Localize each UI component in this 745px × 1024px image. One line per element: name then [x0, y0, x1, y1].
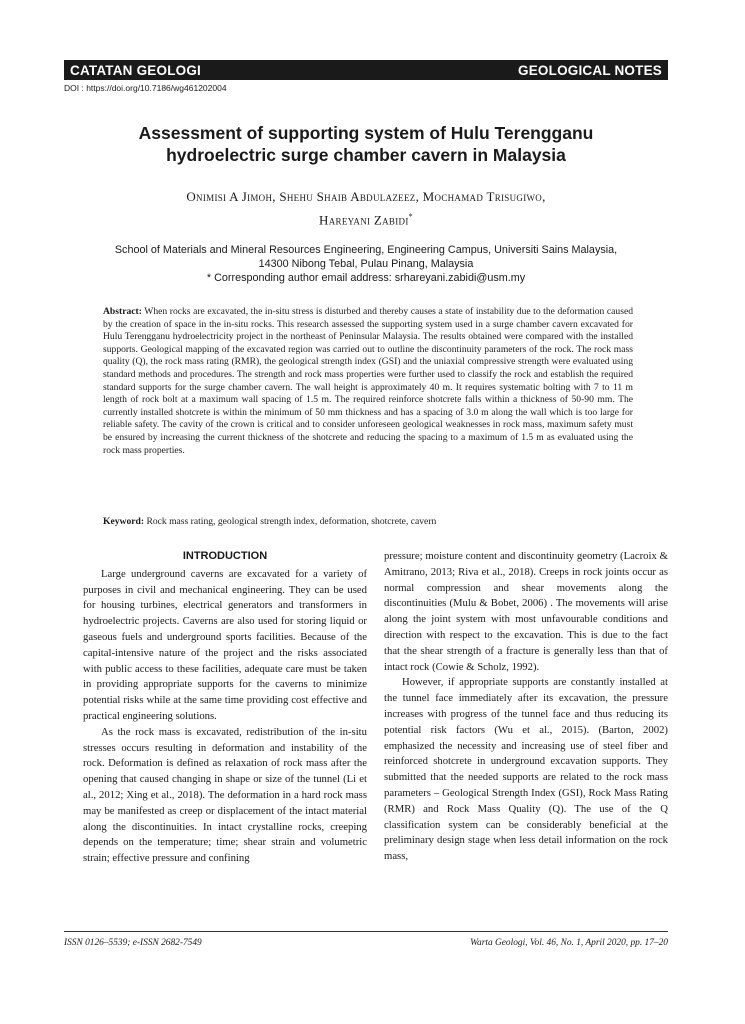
footer-divider [64, 931, 668, 932]
doi-link[interactable]: DOI : https://doi.org/10.7186/wg461202004 [64, 83, 227, 93]
page-footer [64, 938, 668, 948]
title-line-2: hydroelectric surge chamber cavern in Malaysia [166, 145, 566, 165]
affiliation-line-2: 14300 Nibong Tebal, Pulau Pinang, Malaysia [258, 258, 474, 270]
intro-paragraph-3: pressure; moisture content and discontinuity geometry (Lacroix & Amitrano, 2013; Riva et al., 2018). Creeps in rock joints occur as normal compression and shear movements along the discontinuities (Mulu & Bobet, 2006) . The movements will arise along the joint system with most unfavourable conditions and direction with respect to the excavation. This is due to the fact that the shear strength of a fracture is generally less than that of intact rock (Cowie & Scholz, 1992). [384, 550, 668, 673]
title-line-1: Assessment of supporting system of Hulu Terengganu [138, 123, 594, 143]
authors-line-1: Onimisi A Jimoh, Shehu Shaib Abdulazeez, Mochamad Trisugiwo, [186, 189, 546, 204]
banner-right-label: GEOLOGICAL NOTES [518, 62, 662, 78]
introduction-heading: INTRODUCTION [182, 550, 268, 562]
left-column [83, 549, 367, 867]
section-banner [64, 60, 668, 80]
right-column [384, 549, 668, 865]
footer-citation: Warta Geologi, Vol. 46, No. 1, April 2020, pp. 17–20 [470, 938, 668, 948]
keyword-label: Keyword: [103, 516, 145, 527]
keyword-text: Rock mass rating, geological strength index, deformation, shotcrete, cavern [146, 516, 437, 527]
corresponding-mark: * [408, 212, 413, 221]
abstract-label: Abstract: [103, 306, 142, 317]
banner-left-label: CATATAN GEOLOGI [70, 62, 201, 78]
keywords [103, 516, 633, 527]
article-title [64, 122, 668, 166]
affiliation [64, 243, 668, 285]
abstract-text: When rocks are excavated, the in-situ stress is disturbed and thereby causes a state of instability due to the deformation caused by the creation of space in the in-situ rocks. This research assessed the supporting system used in a surge chamber cavern excavated for Hulu Terengganu hydroelectricity project in the northeast of Peninsular Malaysia. The results obtained were compared with the installed supports. Geological mapping of the excavated region was carried out to outline the discontinuity parameters of the rock. The rock mass quality (Q), the rock mass rating (RMR), the geological strength index (GSI) and the uniaxial compressive strength were evaluated using standard methods and procedures. The strength and rock mass properties were further used to classify the rock and establish the required standard supports for the surge chamber cavern. The wall height is approximately 40 m. It requires systematic bolting with 7 to 11 m length of rock bolt at a maximum wall spacing of 1.5 m. The required reinforce shotcrete falls within a thickness of 50-90 mm. The currently installed shotcrete is within the minimum of 50 mm thickness and has a spacing of 3.0 m along the wall which is too large for reliable safety. The cavity of the crown is critical and to consider unforeseen geological weaknesses in rock mass, maximum safety must be ensured by increasing the current thickness of the shotcrete and reducing the spacing to a maximum of 1.5 m as evaluated using the rock mass properties. [103, 306, 633, 456]
author-name-zabidi: Hareyani Zabidi [319, 212, 409, 228]
authors-line-2 [80, 207, 652, 230]
intro-paragraph-4: However, if appropriate supports are constantly installed at the tunnel face immediately after its excavation, the pressure increases with progress of the tunnel face and thus reducing its potential risk factors (Wu et al., 2015). (Barton, 2002) emphasized the necessity and increasing use of steel fiber and reinforced shotcrete in underground excavation supports. They submitted that the needed supports are related to the rock mass parameters – Geological Strength Index (GSI), Rock Mass Rating (RMR) and Rock Mass Quality (Q). The use of the Q classification system can be considerably beneficial at the preliminary design stage when less detail information on the rock mass, [384, 676, 668, 863]
abstract [103, 306, 633, 457]
intro-paragraph-1: Large underground caverns are excavated for a variety of purposes in civil and mechanical engineering. They can be used for housing turbines, electrical generators and transformers in hydroelectric projects. Caverns are also used for storing liquid or gaseous fuels and underground sports facilities. Because of the capital-intensive nature of the project and the risks associated with public access to these facilities, adequate care must be taken in providing appropriate supports for the caverns to minimize potential risks while at the same time providing cost effective and practical engineering solutions. [83, 567, 367, 722]
author-list [80, 187, 652, 230]
corresponding-email[interactable]: * Corresponding author email address: srhareyani.zabidi@usm.my [206, 272, 526, 284]
intro-paragraph-2: As the rock mass is excavated, redistribution of the in-situ stresses occurs resulting in deformation and instability of the rock. Deformation is defined as relaxation of rock mass after the opening that caused changing in shape or size of the tunnel (Li et al., 2012; Xing et al., 2018). The deformation in a hard rock mass may be manifested as creep or displacement of the intact material along the discontinuities. In intact crystalline rocks, creeping depends on the temperature; time; shear strain and volumetric strain; effective pressure and confining [83, 725, 367, 865]
footer-issn: ISSN 0126–5539; e-ISSN 2682-7549 [64, 938, 202, 948]
affiliation-line-1: School of Materials and Mineral Resources Engineering, Engineering Campus, Universiti Sains Malaysia, [114, 244, 618, 256]
